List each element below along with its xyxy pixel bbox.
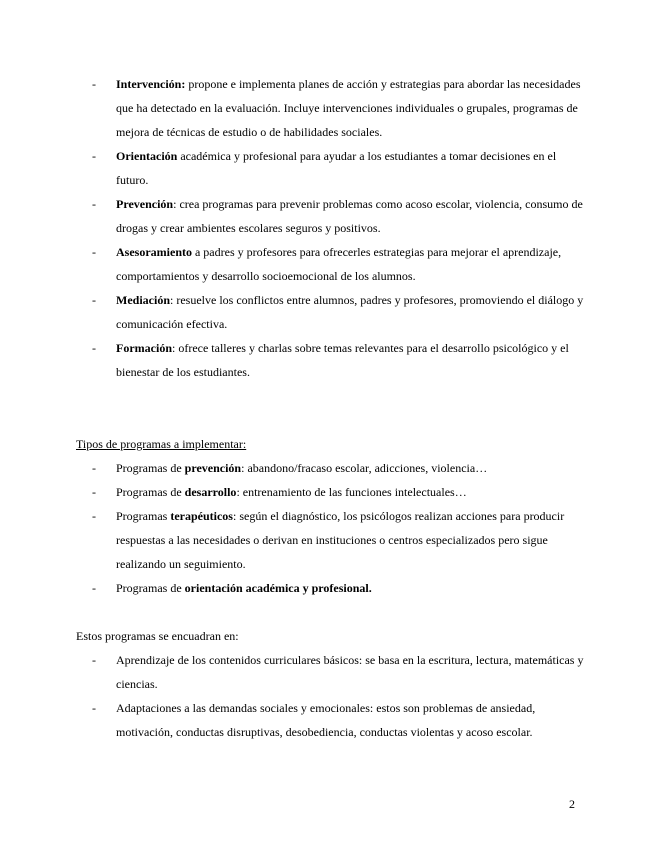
- item-text: a padres y profesores para ofrecerles estrategias para mejorar el aprendizaje, comportamientos y desarrollo socioemocional de los alumnos.: [116, 245, 562, 283]
- list-item: [76, 192, 586, 240]
- dash-bullet: -: [92, 149, 96, 163]
- dash-bullet: -: [92, 509, 96, 523]
- item-term: Formación: [116, 341, 172, 355]
- functions-list: [0, 72, 586, 384]
- dash-bullet: -: [92, 701, 96, 715]
- list-item: [76, 72, 586, 144]
- framework-list: [0, 648, 586, 744]
- item-prefix: Programas de: [116, 461, 185, 475]
- item-term: Mediación: [116, 293, 170, 307]
- item-text: propone e implementa planes de acción y estrategias para abordar las necesidades que ha detectado en la evaluación. Incluye intervenciones individuales o grupales, programas de mejora de técnicas de estudio o de habilidades sociales.: [116, 77, 581, 139]
- item-text: Adaptaciones a las demandas sociales y emocionales: estos son problemas de ansiedad, motivación, conductas disruptivas, desobediencia, conductas violentas y acoso escolar.: [116, 701, 536, 739]
- item-term: orientación académica y profesional.: [184, 581, 372, 595]
- item-prefix: Programas: [116, 509, 171, 523]
- item-text: : resuelve los conflictos entre alumnos, padres y profesores, promoviendo el diálogo y comunicación efectiva.: [116, 293, 584, 331]
- dash-bullet: -: [92, 581, 96, 595]
- dash-bullet: -: [92, 461, 96, 475]
- dash-bullet: -: [92, 197, 96, 211]
- item-term: terapéuticos: [170, 509, 233, 523]
- list-item: [76, 336, 586, 384]
- item-text: : abandono/fracaso escolar, adicciones, violencia…: [241, 461, 488, 475]
- item-term: Asesoramiento: [116, 245, 192, 259]
- item-text: académica y profesional para ayudar a los estudiantes a tomar decisiones en el futuro.: [116, 149, 557, 187]
- item-text: : ofrece talleres y charlas sobre temas relevantes para el desarrollo psicológico y el bienestar de los estudiantes.: [116, 341, 569, 379]
- program-types-heading: Tipos de programas a implementar:: [76, 437, 247, 451]
- item-prefix: Programas de: [116, 581, 185, 595]
- item-term: prevención: [184, 461, 242, 475]
- item-term: Intervención:: [116, 77, 186, 91]
- item-text: : entrenamiento de las funciones intelectuales…: [236, 485, 467, 499]
- dash-bullet: -: [92, 245, 96, 259]
- list-item: [76, 456, 586, 480]
- list-item: [76, 504, 586, 576]
- dash-bullet: -: [92, 77, 96, 91]
- item-text: : según el diagnóstico, los psicólogos realizan acciones para producir respuestas a las necesidades o derivan en instituciones o centros especializados pero sigue realizando un seguimiento.: [116, 509, 565, 571]
- dash-bullet: -: [92, 341, 96, 355]
- list-item: [76, 144, 586, 192]
- framework-heading: Estos programas se encuadran en:: [76, 629, 239, 643]
- list-item: [76, 240, 586, 288]
- dash-bullet: -: [92, 293, 96, 307]
- item-text: Aprendizaje de los contenidos curriculares básicos: se basa en la escritura, lectura, matemáticas y ciencias.: [116, 653, 584, 691]
- item-text: : crea programas para prevenir problemas como acoso escolar, violencia, consumo de drogas y crear ambientes escolares seguros y positivos.: [116, 197, 583, 235]
- list-item: [76, 648, 586, 696]
- item-term: Prevención: [116, 197, 174, 211]
- dash-bullet: -: [92, 653, 96, 667]
- item-term: Orientación: [116, 149, 178, 163]
- list-item: [76, 480, 586, 504]
- program-types-list: [0, 456, 586, 600]
- item-term: desarrollo: [184, 485, 237, 499]
- list-item: [76, 576, 586, 600]
- page-number: 2: [569, 797, 575, 811]
- list-item: [76, 288, 586, 336]
- dash-bullet: -: [92, 485, 96, 499]
- item-prefix: Programas de: [116, 485, 185, 499]
- list-item: [76, 696, 586, 744]
